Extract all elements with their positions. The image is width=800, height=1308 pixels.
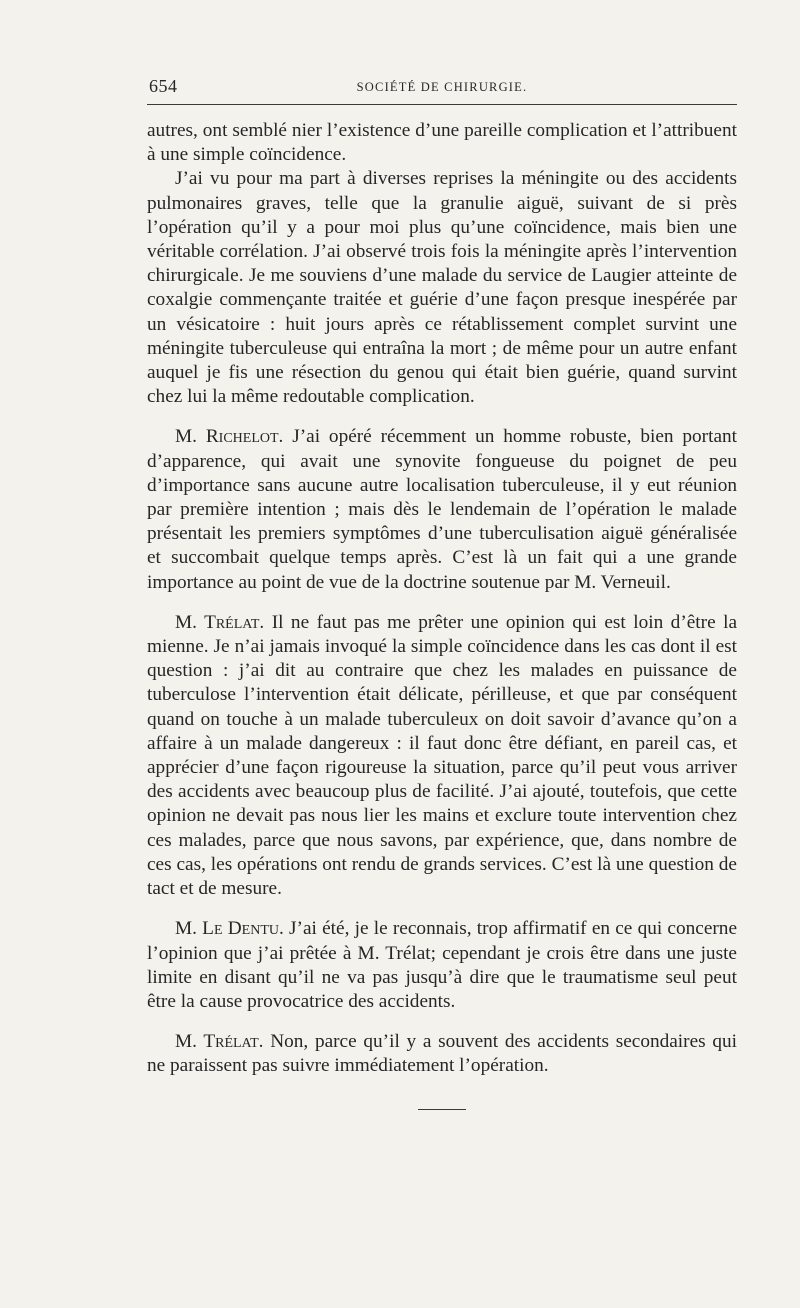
- speaker-name: M. Trélat.: [175, 1031, 264, 1053]
- paragraph-le-dentu: [147, 917, 737, 1014]
- end-rule: [418, 1109, 466, 1110]
- paragraph-text: Non, parce qu’il y a souvent des accidents secondaires qui ne paraissent pas suivre immédiatement l’opération.: [147, 1031, 737, 1077]
- header-rule: [147, 104, 737, 105]
- paragraph-text: J’ai opéré récemment un homme robuste, bien portant d’apparence, qui avait une synovite fongueuse du poignet de peu d’importance sans aucune autre localisation tuberculeuse, il y eut réunion par première intention ; mais dès le lendemain de l’opération le malade présentait les premiers symptômes d’une tuberculisation aiguë généralisée et succombait quelque temps après. C’est là un fait qui a une grande importance au point de vue de la doctrine soutenue par M. Verneuil.: [147, 426, 737, 593]
- running-head: [147, 70, 737, 100]
- paragraph-text: J’ai vu pour ma part à diverses reprises la méningite ou des accidents pulmonaires graves, telle que la granulie aiguë, suivant de si près l’opération qu’il y a pour moi plus qu’une coïncidence, mais bien une véritable corrélation. J’ai observé trois fois la méningite après l’intervention chirurgicale. Je me souviens d’une malade du service de Laugier atteinte de coxalgie commençante traitée et guérie d’une façon presque inespérée par un vésicatoire : huit jours après ce rétablissement complet survint une méningite tuberculeuse qui entraîna la mort ; de même pour un autre enfant auquel je fis une résection du genou qui était bien guérie, quand survint chez lui la même redoutable complication.: [147, 168, 737, 408]
- running-title: SOCIÉTÉ DE CHIRURGIE.: [356, 80, 528, 94]
- paragraph-discussion: [147, 167, 737, 409]
- speaker-name: M. Richelot.: [175, 426, 284, 448]
- paragraph-text: J’ai été, je le reconnais, trop affirmatif en ce qui concerne l’opinion que j’ai prêtée à M. Trélat; cependant je crois être dans une juste limite en disant qu’il ne va pas jusqu’à dire que le traumatisme seul peut être la cause provocatrice des accidents.: [147, 918, 738, 1012]
- paragraph-richelot: [147, 425, 737, 594]
- paragraph-text: Il ne faut pas me prêter une opinion qui est loin d’être la mienne. Je n’ai jamais invoqué la simple coïncidence dans les cas dont il est question : j’ai dit au contraire que chez les malades en puissance de tuberculose l’intervention était délicate, périlleuse, et que par conséquent quand on touche à un malade tuberculeux on doit savoir d’avance qu’on a affaire à un malade dangereux : il faut donc être défiant, en pareil cas, et apprécier d’une façon rigoureuse la situation, parce qu’il peut vous arriver des accidents avec beaucoup plus de facilité. J’ai ajouté, toutefois, que cette opinion ne devait pas nous lier les mains et exclure toute intervention chez ces malades, parce que nous savons, par expérience, que, dans nombre de ces cas, les opérations ont rendu de grands services. C’est là une question de tact et de mesure.: [147, 611, 738, 900]
- paragraph-trelat: [147, 611, 737, 901]
- speaker-name: M. Le Dentu.: [175, 918, 284, 940]
- page-body: [147, 119, 737, 1079]
- paragraph-continuation: [147, 119, 737, 167]
- speaker-name: M. Trélat.: [175, 611, 265, 633]
- paragraph-trelat-reply: [147, 1030, 737, 1078]
- page-number: 654: [149, 76, 178, 96]
- book-page: [147, 70, 737, 1110]
- paragraph-text: autres, ont semblé nier l’existence d’une pareille complication et l’attribuent à une simple coïncidence.: [147, 120, 737, 166]
